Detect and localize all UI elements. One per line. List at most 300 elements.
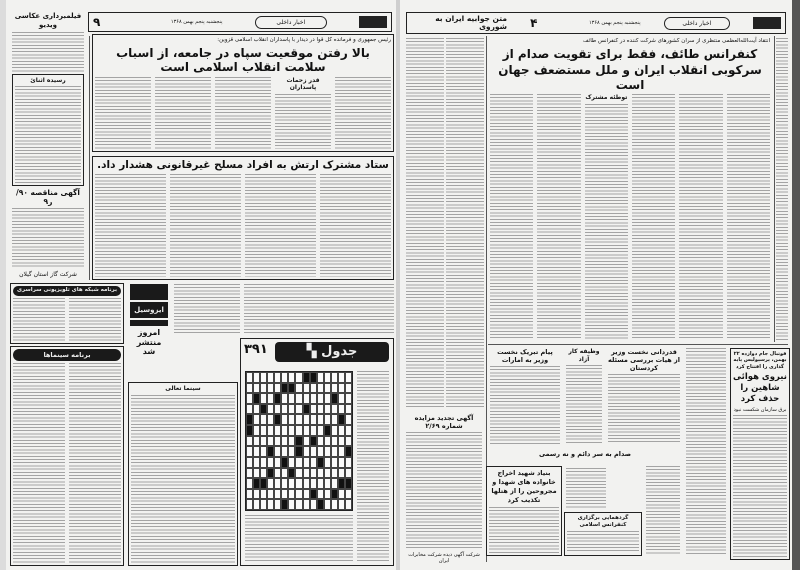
crossword-cell[interactable] [303, 436, 310, 447]
crossword-cell[interactable] [281, 436, 288, 447]
lead-headline-line1: کنفرانس طائف، فقط برای تقویت صدام از [502, 46, 758, 61]
crossword-cell[interactable] [260, 372, 267, 383]
crossword-cell[interactable] [281, 414, 288, 425]
small-ad [130, 284, 168, 300]
footer-note: شرکت آگهی دیده شرکت مخابرات ایران [408, 551, 480, 564]
crossword-cell[interactable] [246, 436, 253, 447]
story-headline: صدام به سر دائم و نه رسمی [538, 450, 631, 458]
story-headline: قدردانی نخست وزیر از هیات بررسی مسئله کردستان [608, 348, 680, 373]
crossword-cell[interactable] [345, 425, 352, 436]
crossword-cell[interactable] [338, 446, 345, 457]
crossword-cell[interactable] [281, 393, 288, 404]
crossword-cell[interactable] [310, 404, 317, 415]
crossword-cell[interactable] [331, 468, 338, 479]
crossword-cell[interactable] [253, 436, 260, 447]
right-page [400, 0, 792, 570]
crossword-cell[interactable] [274, 414, 281, 425]
crossword-cell[interactable] [274, 436, 281, 447]
lead-headline: بالا رفتن موقعیت سپاه در جامعه، از اسباب سلامت انقلاب اسلامی است [116, 45, 370, 75]
crossword-cell[interactable] [260, 457, 267, 468]
crossword-cell[interactable] [317, 457, 324, 468]
second-body-column [170, 174, 241, 277]
crossword-cell[interactable] [295, 372, 302, 383]
crossword-cell[interactable] [303, 383, 310, 394]
crossword-cell[interactable] [281, 489, 288, 500]
lead-body-column [275, 77, 331, 149]
crossword-cell[interactable] [246, 478, 253, 489]
crossword-cell[interactable] [338, 372, 345, 383]
column-rule [89, 36, 90, 280]
section-label: اخبار داخلی [255, 16, 327, 29]
crossword-cell[interactable] [253, 414, 260, 425]
crossword-cell[interactable] [267, 489, 274, 500]
tender-title: آگهی مناقصه ۹۰/ر۹ [16, 187, 80, 206]
notice-title: رسیده اثنائ [30, 76, 66, 84]
crossword-cell[interactable] [324, 425, 331, 436]
crossword-cell[interactable] [267, 393, 274, 404]
column-text [446, 38, 484, 408]
second-body [95, 174, 391, 277]
crossword-cell[interactable] [253, 425, 260, 436]
crossword-cell[interactable] [288, 383, 295, 394]
crossword-cell[interactable] [246, 468, 253, 479]
crossword-cell[interactable] [295, 393, 302, 404]
crossword-cell[interactable] [267, 446, 274, 457]
crossword-cell[interactable] [345, 446, 352, 457]
tv-schedule-box [10, 283, 124, 344]
crossword-cell[interactable] [267, 468, 274, 479]
crossword-cell[interactable] [331, 404, 338, 415]
crossword-cell[interactable] [331, 393, 338, 404]
crossword-cell[interactable] [303, 489, 310, 500]
crossword-cell[interactable] [338, 436, 345, 447]
crossword-cell[interactable] [253, 383, 260, 394]
crossword-cell[interactable] [324, 457, 331, 468]
crossword-cell[interactable] [310, 446, 317, 457]
tender-text [12, 208, 84, 268]
crossword-cell[interactable] [303, 457, 310, 468]
notice-table [131, 395, 235, 564]
sports-story [730, 348, 790, 560]
crossword-title-text: جدول [321, 344, 358, 359]
crossword-cell[interactable] [295, 489, 302, 500]
crossword-cell[interactable] [281, 499, 288, 510]
header-date: پنجشنبه پنجم بهمن ۱۳۶۸ [588, 19, 641, 26]
crossword-title: جدول ▚ [275, 342, 389, 362]
article-text [244, 284, 394, 334]
crossword-clues [357, 371, 389, 561]
ad-text [12, 32, 84, 72]
crossword-cell[interactable] [317, 478, 324, 489]
newspaper-logo [359, 16, 387, 28]
crossword-cell[interactable] [260, 383, 267, 394]
newspaper-logo [753, 17, 781, 29]
crossword-cell[interactable] [345, 404, 352, 415]
crossword-cell[interactable] [246, 446, 253, 457]
crossword-cell[interactable] [253, 468, 260, 479]
lead-headline-line2: سرکوبی انقلاب ایران و ملل مستضعف جهان است [498, 63, 762, 92]
crossword-cell[interactable] [303, 414, 310, 425]
crossword-cell[interactable] [246, 457, 253, 468]
tv-schedule-text [13, 298, 121, 341]
crossword-cell[interactable] [331, 414, 338, 425]
second-body-column [95, 174, 166, 277]
crossword-cell[interactable] [288, 457, 295, 468]
crossword-cell[interactable] [288, 425, 295, 436]
lead-kicker: انتقاد آیت‌الله‌العظمی منتظری از سران کشورهای شرکت کننده در کنفرانس طائف [582, 38, 770, 44]
crossword-cell[interactable] [288, 436, 295, 447]
crossword-cell[interactable] [317, 393, 324, 404]
crossword-cell[interactable] [331, 425, 338, 436]
lead-body-column [215, 77, 271, 149]
lead-story [92, 34, 394, 152]
crossword-grid[interactable] [245, 371, 353, 511]
sports-footer: برق سازمان شکست نبود [733, 406, 787, 413]
crossword-cell[interactable] [253, 372, 260, 383]
second-story [92, 156, 394, 280]
crossword-cell[interactable] [274, 446, 281, 457]
crossword-cell[interactable] [260, 404, 267, 415]
crossword-cell[interactable] [281, 457, 288, 468]
crossword-cell[interactable] [317, 414, 324, 425]
crossword-cell[interactable] [295, 414, 302, 425]
column-text [406, 38, 444, 408]
crossword-cell[interactable] [246, 372, 253, 383]
crossword-cell[interactable] [260, 468, 267, 479]
crossword-cell[interactable] [274, 457, 281, 468]
crossword-cell[interactable] [338, 489, 345, 500]
crossword-cell[interactable] [260, 414, 267, 425]
crossword-cell[interactable] [317, 372, 324, 383]
crossword-cell[interactable] [310, 489, 317, 500]
crossword-cell[interactable] [295, 425, 302, 436]
crossword-cell[interactable] [260, 478, 267, 489]
crossword-cell[interactable] [267, 457, 274, 468]
cinema-box [10, 346, 124, 566]
crossword-cell[interactable] [253, 489, 260, 500]
crossword-cell[interactable] [267, 425, 274, 436]
left-page-header [88, 12, 392, 32]
crossword-cell[interactable] [246, 499, 253, 510]
crossword-cell[interactable] [246, 393, 253, 404]
second-body-column [245, 174, 316, 277]
crossword-cell[interactable] [267, 414, 274, 425]
crossword-cell[interactable] [324, 372, 331, 383]
crossword-cell[interactable] [295, 446, 302, 457]
crossword-cell[interactable] [324, 489, 331, 500]
crossword-cell[interactable] [331, 446, 338, 457]
lead-body-column [335, 77, 391, 149]
crossword-cell[interactable] [331, 372, 338, 383]
crossword-cell[interactable] [260, 446, 267, 457]
tv-schedule-title: برنامه شبکه های تلویزیونی سراسری [13, 286, 121, 296]
crossword-cell[interactable] [281, 425, 288, 436]
crossword-cell[interactable] [288, 499, 295, 510]
left-column-title: متن جوابیه ایران به شوروی [435, 13, 507, 31]
tender-footer: شرکت گاز استان گیلان [19, 270, 77, 278]
crossword-cell[interactable] [281, 446, 288, 457]
story [488, 346, 562, 446]
crossword-cell[interactable] [295, 499, 302, 510]
crossword-cell[interactable] [260, 393, 267, 404]
crossword-cell[interactable] [288, 489, 295, 500]
today-published: امروز منتشر شد [136, 328, 162, 357]
crossword-cell[interactable] [260, 499, 267, 510]
crossword-cell[interactable] [338, 468, 345, 479]
crossword-cell[interactable] [310, 414, 317, 425]
crossword-cell[interactable] [253, 478, 260, 489]
crossword-cell[interactable] [253, 393, 260, 404]
crossword-cell[interactable] [260, 489, 267, 500]
crossword-cell[interactable] [295, 436, 302, 447]
crossword-cell[interactable] [281, 478, 288, 489]
section-label: اخبار داخلی [664, 17, 730, 30]
lead-kicker: رئیس جمهوری و فرمانده کل قوا در دیدار با پاسداران انقلاب اسلامی قزوین: [217, 37, 391, 43]
crossword-cell[interactable] [281, 468, 288, 479]
crossword-cell[interactable] [324, 446, 331, 457]
crossword-cell[interactable] [267, 436, 274, 447]
crossword-cell[interactable] [281, 383, 288, 394]
crossword-cell[interactable] [281, 372, 288, 383]
lead-body-column [679, 94, 722, 340]
story-text [686, 348, 726, 554]
crossword-cell[interactable] [310, 393, 317, 404]
left-page [6, 0, 396, 570]
crossword-cell[interactable] [267, 478, 274, 489]
second-headline: ستاد مشترک ارتش به افراد مسلح غیرقانونی هشدار داد. [97, 159, 389, 171]
crossword-cell[interactable] [288, 372, 295, 383]
cinema-notice-box [128, 382, 238, 566]
lead-subhead: قدر زحمات پاسداران [286, 76, 320, 92]
cinema-notice-title: سینما تعالی [165, 385, 201, 392]
header-date: پنجشنبه پنجم بهمن ۱۳۶۸ [170, 18, 223, 25]
crossword-cell[interactable] [246, 425, 253, 436]
page-number: ۴ [530, 16, 538, 30]
story-headline: بنیاد شهید اخراج خانواده های شهدا و مجروحین را از هتلها تکذیب کرد [491, 469, 557, 505]
crossword-cell[interactable] [288, 414, 295, 425]
crossword-cell[interactable] [274, 372, 281, 383]
crossword-cell[interactable] [274, 404, 281, 415]
crossword-cell[interactable] [331, 383, 338, 394]
sports-kicker: فوتبال جام دوازده ۲۲ بهمن، پرسپولیس پایه گذاری را افتتاح کرد [733, 351, 787, 370]
crossword-cell[interactable] [295, 383, 302, 394]
lead-story [488, 36, 772, 342]
lead-body-column [585, 94, 628, 340]
conference-story [564, 512, 642, 556]
crossword-cell[interactable] [310, 468, 317, 479]
crossword-cell[interactable] [345, 372, 352, 383]
crossword-cell[interactable] [303, 393, 310, 404]
crossword-cell[interactable] [303, 478, 310, 489]
right-page-header [406, 12, 786, 34]
crossword-cell[interactable] [267, 372, 274, 383]
crossword-cell[interactable] [310, 372, 317, 383]
crossword-cell[interactable] [317, 383, 324, 394]
crossword-clues [245, 515, 353, 561]
crossword-cell[interactable] [274, 468, 281, 479]
lead-body-text [275, 94, 331, 149]
crossword-cell[interactable] [324, 478, 331, 489]
notice-text [15, 86, 81, 183]
crossword-cell[interactable] [246, 404, 253, 415]
crossword-cell[interactable] [288, 404, 295, 415]
crossword-cell[interactable] [274, 425, 281, 436]
crossword-cell[interactable] [324, 404, 331, 415]
crossword-cell[interactable] [246, 414, 253, 425]
crossword-cell[interactable] [310, 478, 317, 489]
crossword-cell[interactable] [295, 457, 302, 468]
crossword-cell[interactable] [317, 446, 324, 457]
crossword-cell[interactable] [338, 383, 345, 394]
crossword-cell[interactable] [253, 499, 260, 510]
lead-body-column [632, 94, 675, 340]
lead-body-column [155, 77, 211, 149]
crossword-cell[interactable] [317, 436, 324, 447]
martyr-story [486, 466, 562, 556]
crossword-cell[interactable] [303, 499, 310, 510]
crossword-cell[interactable] [324, 393, 331, 404]
crossword-cell[interactable] [345, 414, 352, 425]
section-rule [488, 344, 788, 345]
crossword-cell[interactable] [331, 478, 338, 489]
crossword-cell[interactable] [267, 404, 274, 415]
crossword-cell[interactable] [253, 446, 260, 457]
story-text [608, 374, 680, 444]
notice-box [12, 74, 84, 186]
crossword-cell[interactable] [295, 478, 302, 489]
crossword-cell[interactable] [303, 446, 310, 457]
crossword-cell[interactable] [331, 499, 338, 510]
crossword-cell[interactable] [310, 499, 317, 510]
crossword-cell[interactable] [338, 478, 345, 489]
crossword-cell[interactable] [345, 383, 352, 394]
crossword-cell[interactable] [338, 414, 345, 425]
crossword-number: ۳۹۱ [244, 342, 268, 357]
cinema-text [13, 363, 121, 563]
crossword-cell[interactable] [331, 436, 338, 447]
crossword-cell[interactable] [345, 436, 352, 447]
crossword-cell[interactable] [331, 457, 338, 468]
crossword-cell[interactable] [338, 404, 345, 415]
crossword-cell[interactable] [253, 457, 260, 468]
crossword-cell[interactable] [317, 468, 324, 479]
crossword-cell[interactable] [288, 446, 295, 457]
ad-photo-title: فیلمبرداری عکاسی ویدیو [14, 12, 82, 29]
crossword-cell[interactable] [324, 499, 331, 510]
ads-column [128, 282, 170, 380]
crossword-cell[interactable] [345, 478, 352, 489]
crossword-cell[interactable] [338, 499, 345, 510]
crossword-cell[interactable] [317, 499, 324, 510]
side-ads-column [10, 10, 86, 280]
crossword-cell[interactable] [281, 404, 288, 415]
sports-headline: نیروی هوائی شاهین را حذف کرد [733, 371, 787, 404]
crossword-cell[interactable] [317, 489, 324, 500]
cinema-column [13, 363, 65, 563]
crossword-cell[interactable] [260, 436, 267, 447]
crossword-cell[interactable] [324, 468, 331, 479]
crossword-cell[interactable] [317, 425, 324, 436]
crossword-cell[interactable] [288, 468, 295, 479]
crossword-cell[interactable] [260, 425, 267, 436]
crossword-cell[interactable] [324, 383, 331, 394]
crossword-cell[interactable] [338, 393, 345, 404]
page-number: ۹ [93, 15, 101, 29]
crossword-cell[interactable] [303, 372, 310, 383]
cinema-title: برنامه سینماها [13, 349, 121, 361]
story-text [566, 468, 606, 508]
crossword-cell[interactable] [310, 383, 317, 394]
crossword-cell[interactable] [338, 457, 345, 468]
lead-body-column [95, 77, 151, 149]
tv-schedule-column [13, 298, 65, 341]
crossword-cell[interactable] [303, 468, 310, 479]
crossword-cell[interactable] [267, 499, 274, 510]
column-rule [774, 36, 775, 342]
lead-body [95, 77, 391, 149]
crossword-cell[interactable] [274, 478, 281, 489]
tender-story [404, 412, 484, 566]
article-text [174, 284, 240, 334]
crossword-cell[interactable] [246, 383, 253, 394]
second-body-column [320, 174, 391, 277]
page-edge [792, 0, 800, 570]
crossword-cell[interactable] [317, 404, 324, 415]
story-text [566, 365, 602, 444]
crossword-cell[interactable] [310, 457, 317, 468]
crossword-cell[interactable] [267, 383, 274, 394]
cinema-column [69, 363, 121, 563]
crossword-cell[interactable] [324, 414, 331, 425]
crossword-cell[interactable] [295, 404, 302, 415]
crossword-cell[interactable] [331, 489, 338, 500]
story-text [567, 531, 639, 553]
story-text [489, 507, 559, 553]
crossword-cell[interactable] [295, 468, 302, 479]
crossword-cell[interactable] [253, 404, 260, 415]
crossword-cell[interactable] [310, 436, 317, 447]
crossword-cell[interactable] [274, 393, 281, 404]
crossword-cell[interactable] [274, 489, 281, 500]
sports-text [733, 415, 787, 557]
column-text [776, 38, 788, 340]
crossword-cell[interactable] [345, 468, 352, 479]
crossword-cell[interactable] [303, 425, 310, 436]
crossword-cell[interactable] [338, 425, 345, 436]
lead-body-column [727, 94, 770, 340]
tender-text [406, 432, 482, 549]
crossword-cell[interactable] [345, 393, 352, 404]
crossword-cell[interactable] [345, 457, 352, 468]
lead-body [490, 94, 770, 340]
crossword-cell[interactable] [345, 499, 352, 510]
crossword-cell[interactable] [310, 425, 317, 436]
crossword-cell[interactable] [274, 499, 281, 510]
crossword-cell[interactable] [288, 478, 295, 489]
crossword-cell[interactable] [274, 383, 281, 394]
crossword-cell[interactable] [246, 489, 253, 500]
crossword-cell[interactable] [345, 489, 352, 500]
crossword-cell[interactable] [303, 404, 310, 415]
tv-schedule-column [69, 298, 121, 341]
lead-subhead: توطئه مشترک [585, 94, 628, 102]
story-text [646, 466, 680, 554]
crossword-cell[interactable] [324, 436, 331, 447]
isosil-ad: ایزوسیل [130, 302, 168, 318]
story-headline: پیام تبریک نخست وزیر به امارات [497, 348, 553, 365]
crossword-cell[interactable] [288, 393, 295, 404]
story-text [490, 366, 560, 444]
